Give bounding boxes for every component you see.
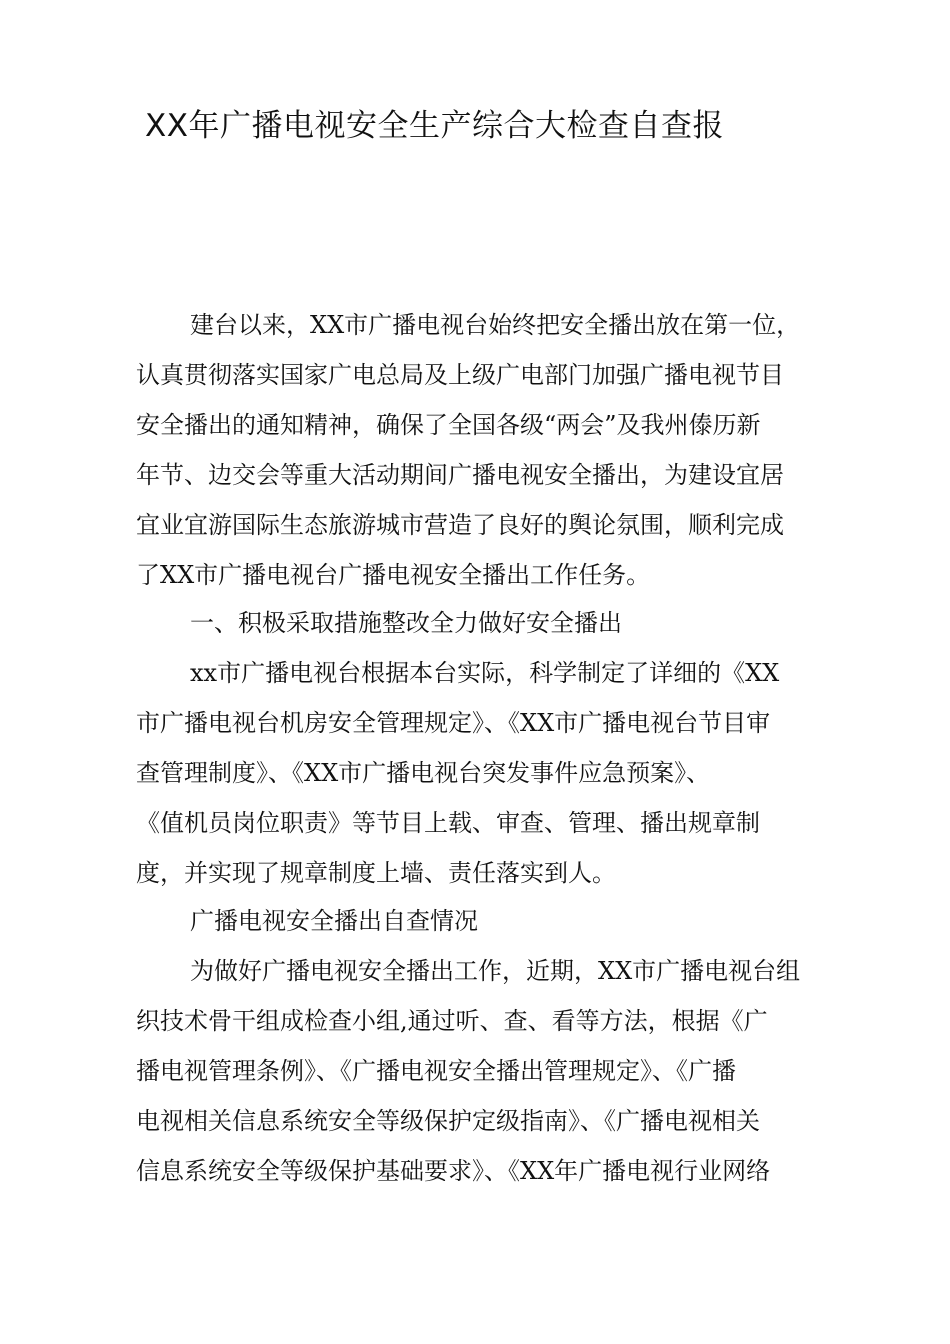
paragraph-line: 电视相关信息系统安全等级保护定级指南》、《广播电视相关 [136,1107,760,1135]
paragraph-line: 认真贯彻落实国家广电总局及上级广电部门加强广播电视节目 [136,361,784,389]
paragraph-line: 查管理制度》、《XX市广播电视台突发事件应急预案》、 [136,759,711,787]
paragraph-line: 安全播出的通知精神，确保了全国各级“两会”及我州傣历新 [136,411,761,439]
section-heading: 一、积极采取措施整改全力做好安全播出 [190,609,622,637]
paragraph-line: 信息系统安全等级保护基础要求》、《XX年广播电视行业网络 [136,1157,771,1185]
section-heading: 广播电视安全播出自查情况 [190,907,478,935]
document-title: XX年广播电视安全生产综合大检查自查报 [145,108,724,144]
paragraph-line: xx市广播电视台根据本台实际，科学制定了详细的《XX [190,659,780,687]
paragraph-line: 建台以来，XX市广播电视台始终把安全播出放在第一位， [190,311,801,339]
paragraph-line: 为做好广播电视安全播出工作，近期，XX市广播电视台组 [190,957,801,985]
paragraph-line: 播电视管理条例》、《广播电视安全播出管理规定》、《广播 [136,1057,736,1085]
paragraph-line: 度，并实现了规章制度上墙、责任落实到人。 [136,859,616,887]
paragraph-line: 了XX市广播电视台广播电视安全播出工作任务。 [136,561,651,589]
paragraph-line: 织技术骨干组成检查小组,通过听、查、看等方法，根据《广 [136,1007,768,1035]
paragraph-line: 《值机员岗位职责》等节目上载、审查、管理、播出规章制 [136,809,760,837]
paragraph-line: 宜业宜游国际生态旅游城市营造了良好的舆论氛围，顺利完成 [136,511,784,539]
paragraph-line: 年节、边交会等重大活动期间广播电视安全播出，为建设宜居 [136,461,784,489]
paragraph-line: 市广播电视台机房安全管理规定》、《XX市广播电视台节目审 [136,709,771,737]
